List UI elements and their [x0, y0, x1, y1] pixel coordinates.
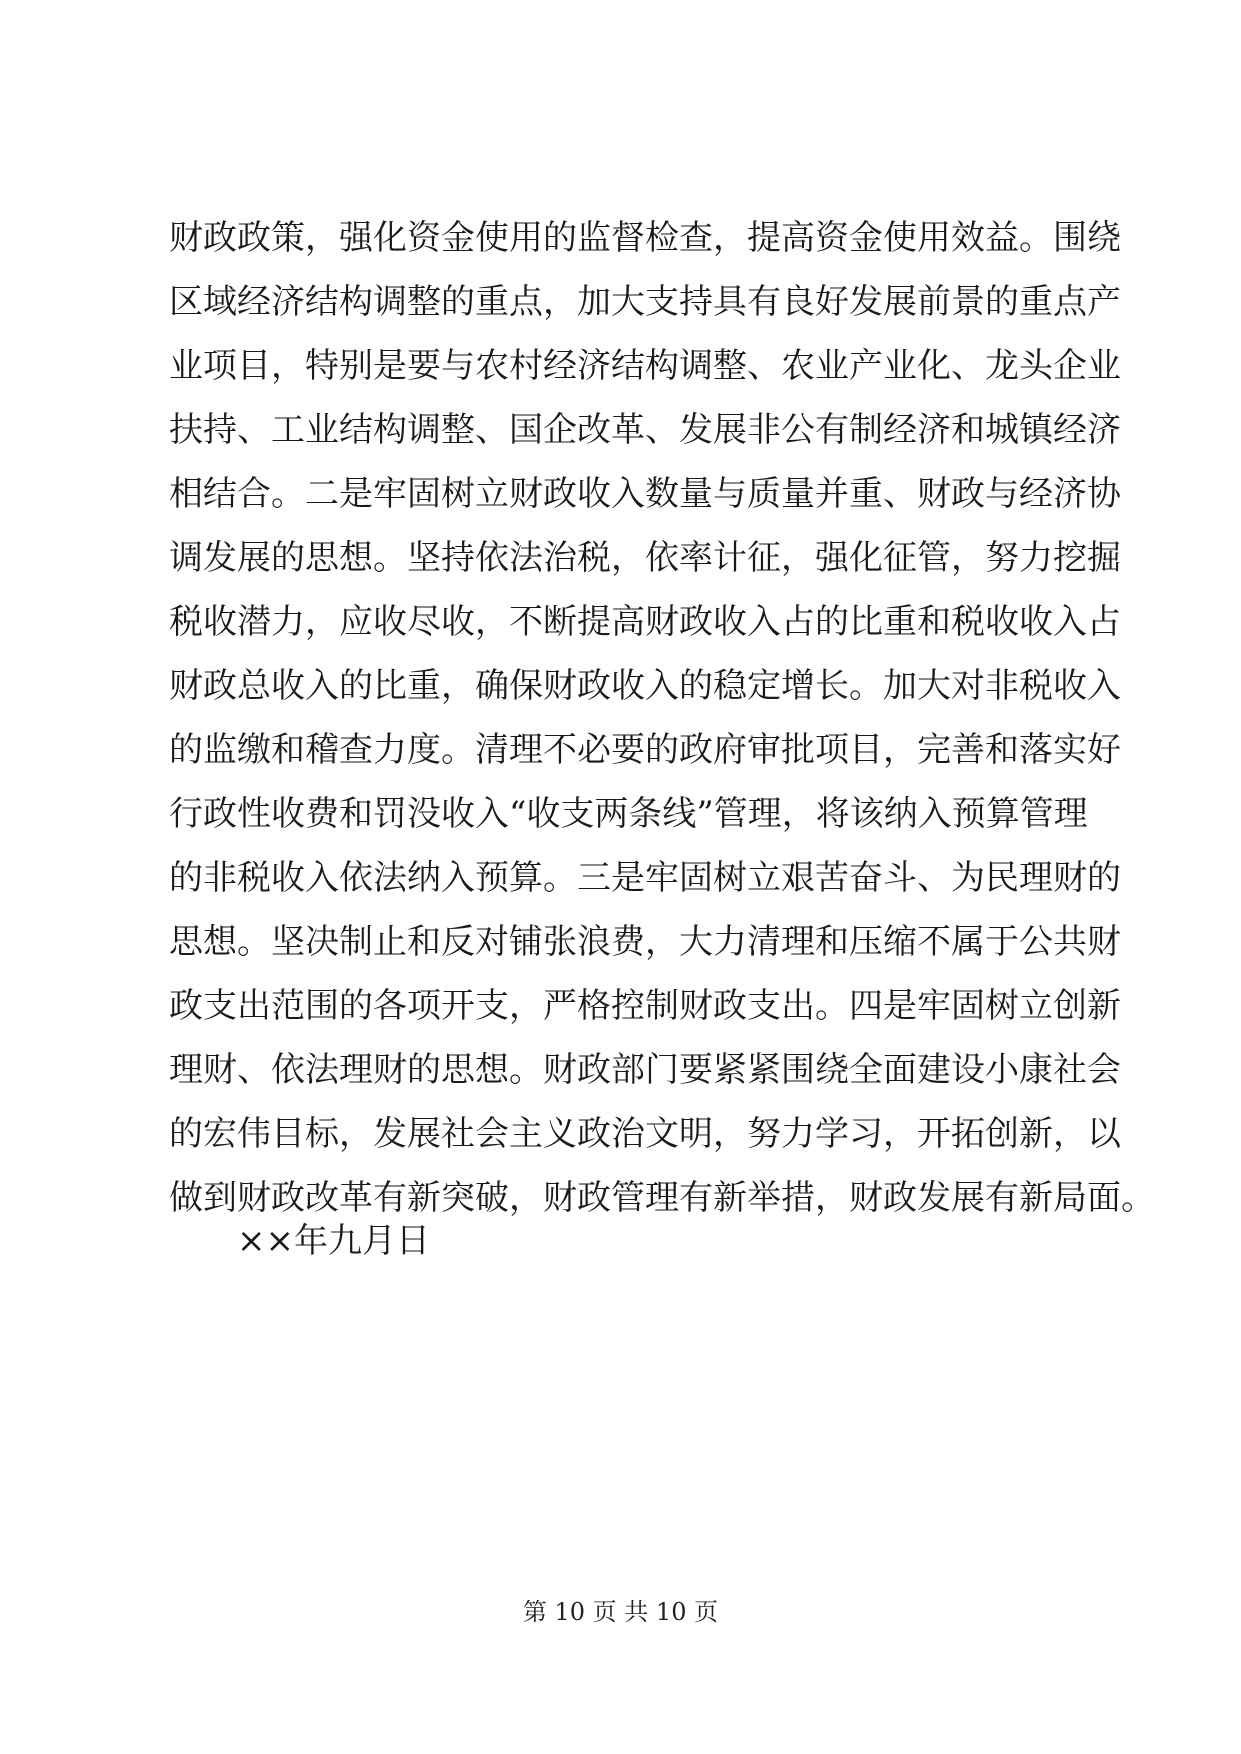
text-line-4: 扶持、工业结构调整、国企改革、发展非公有制经济和城镇经济 — [169, 410, 1121, 450]
text-line-8: 财政总收入的比重，确保财政收入的稳定增长。加大对非税收入 — [169, 666, 1121, 706]
text-line-16: 做到财政改革有新突破，财政管理有新举措，财政发展有新局面。 — [169, 1178, 1155, 1218]
text-line-7: 税收潜力，应收尽收，不断提高财政收入占的比重和税收收入占 — [169, 602, 1121, 642]
text-line-1: 财政政策，强化资金使用的监督检查，提高资金使用效益。围绕 — [169, 218, 1121, 258]
signature-date: ××年九月日 — [237, 1221, 430, 1261]
text-line-12: 思想。坚决制止和反对铺张浪费，大力清理和压缩不属于公共财 — [169, 922, 1121, 962]
text-line-11: 的非税收入依法纳入预算。三是牢固树立艰苦奋斗、为民理财的 — [169, 858, 1121, 898]
text-line-13: 政支出范围的各项开支，严格控制财政支出。四是牢固树立创新 — [169, 986, 1121, 1026]
text-line-5: 相结合。二是牢固树立财政收入数量与质量并重、财政与经济协 — [169, 474, 1121, 514]
body-paragraph — [169, 206, 1155, 1230]
text-line-9: 的监缴和稽查力度。清理不必要的政府审批项目，完善和落实好 — [169, 730, 1121, 770]
text-line-15: 的宏伟目标，发展社会主义政治文明，努力学习，开拓创新，以 — [169, 1114, 1121, 1154]
text-line-10: 行政性收费和罚没收入“收支两条线”管理，将该纳入预算管理 — [169, 794, 1088, 834]
text-line-3: 业项目，特别是要与农村经济结构调整、农业产业化、龙头企业 — [169, 346, 1121, 386]
text-line-6: 调发展的思想。坚持依法治税，依率计征，强化征管，努力挖掘 — [169, 538, 1121, 578]
page-number-label: 第 10 页 共 10 页 — [522, 1598, 719, 1626]
text-line-2: 区域经济结构调整的重点，加大支持具有良好发展前景的重点产 — [169, 282, 1121, 322]
page-footer — [0, 1595, 1241, 1629]
text-line-14: 理财、依法理财的思想。财政部门要紧紧围绕全面建设小康社会 — [169, 1050, 1121, 1090]
